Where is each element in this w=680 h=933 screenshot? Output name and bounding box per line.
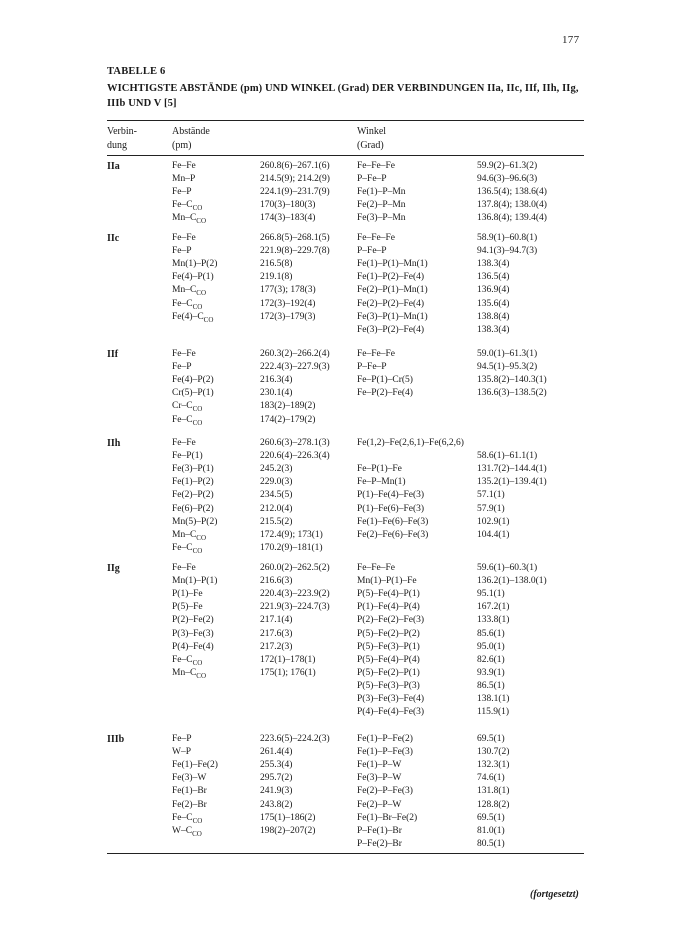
angle-label: P(3)–Fe(3)–Fe(4) (357, 694, 425, 704)
table-row (0, 654, 680, 667)
bond-atoms: Fe(2)–P(2) (172, 490, 214, 501)
distance-value: 295.7(2) (260, 773, 293, 784)
angle-label: P(1)–Fe(6)–Fe(3) (357, 503, 425, 514)
bond-label (172, 785, 207, 798)
table-row (0, 641, 680, 654)
bond-atoms: Fe–Fe (172, 563, 196, 573)
table-row (0, 271, 680, 284)
bond-label (172, 601, 203, 614)
angle-value: 138.8(4) (477, 311, 510, 322)
table-caption-label: TABELLE 6 (107, 66, 166, 77)
bond-label (172, 746, 191, 759)
angle-value: 136.5(4) (477, 272, 510, 283)
table-row (0, 173, 680, 186)
header-col-compound-1: Verbin- (107, 126, 137, 137)
distance-value: 172.4(9); 173(1) (260, 529, 323, 540)
table-row (0, 680, 680, 693)
table-row (0, 529, 680, 542)
bond-atoms: Fe(1)–Fe(2) (172, 760, 218, 771)
angle-label: Fe–P(2)–Fe(4) (357, 388, 413, 399)
distance-value: 172(3)–192(4) (260, 298, 316, 309)
distance-value: 216.6(3) (260, 576, 293, 587)
angle-value: 93.9(1) (477, 667, 505, 678)
distance-value: 170.2(9)–181(1) (260, 542, 323, 553)
bond-atoms: Mn–C (172, 667, 197, 678)
table-row (0, 614, 680, 627)
distance-value: 260.8(6)–267.1(6) (260, 161, 330, 171)
bond-atoms: Fe(1)–P(2) (172, 477, 214, 488)
angle-label: P(5)–Fe(4)–P(1) (357, 589, 420, 600)
angle-label: Fe–Fe–Fe (357, 161, 395, 171)
bond-atoms: Mn–C (172, 285, 197, 296)
table-row (0, 785, 680, 798)
distance-value: 266.8(5)–268.1(5) (260, 233, 330, 243)
angle-value: 85.6(1) (477, 628, 505, 639)
distance-value: 175(1)–186(2) (260, 812, 316, 823)
angle-value: 94.6(3)–96.6(3) (477, 174, 538, 185)
continued-note: (fortgesetzt) (530, 889, 579, 900)
table-row (0, 311, 680, 324)
bond-label (172, 258, 217, 271)
table-caption-title: WICHTIGSTE ABSTÄNDE (pm) UND WINKEL (Grad) DER VERBINDUNGEN IIa, IIc, IIf, IIh, IIg, IIIb UND V [5] (107, 83, 579, 109)
bond-atoms: Fe(4)–P(1) (172, 272, 214, 283)
bond-label (172, 614, 214, 627)
distance-value: 215.5(2) (260, 516, 293, 527)
table-row (0, 245, 680, 258)
bond-atoms: Cr–C (172, 401, 193, 412)
angle-label: Mn(1)–P(1)–Fe (357, 576, 417, 587)
angle-value: 58.6(1)–61.1(1) (477, 451, 538, 462)
angle-value: 138.3(4) (477, 324, 510, 335)
angle-value: 130.7(2) (477, 747, 510, 758)
bond-label (172, 374, 214, 387)
bond-label (172, 799, 207, 812)
compound-label: IIc (107, 233, 120, 244)
distance-value: 172(3)–179(3) (260, 311, 316, 322)
distance-value: 170(3)–180(3) (260, 200, 316, 211)
angle-value: 132.3(1) (477, 760, 510, 771)
table-row (0, 361, 680, 374)
angle-value: 59.0(1)–61.3(1) (477, 349, 538, 359)
bond-atoms: Fe–P (172, 246, 192, 257)
bond-label (172, 575, 217, 588)
bond-label (172, 173, 195, 186)
bond-atoms: Fe–Fe (172, 233, 196, 243)
bond-atoms: Fe(1)–Br (172, 786, 207, 797)
bond-label (172, 271, 214, 284)
angle-label: Fe(1,2)–Fe(2,6,1)–Fe(6,2,6) (357, 438, 464, 448)
table-row (0, 812, 680, 825)
table-row (0, 437, 680, 450)
table-row (0, 298, 680, 311)
angle-value: 135.8(2)–140.3(1) (477, 375, 547, 386)
angle-value: 136.5(4); 138.6(4) (477, 187, 547, 198)
angle-label: P(5)–Fe(2)–P(2) (357, 628, 420, 639)
compound-label: IIf (107, 349, 119, 360)
angle-label: Fe(3)–P(2)–Fe(4) (357, 324, 425, 335)
angle-value: 133.8(1) (477, 615, 510, 626)
bond-atoms: Fe–P (172, 362, 192, 373)
angle-value: 74.6(1) (477, 773, 505, 784)
bond-atoms: P(2)–Fe(2) (172, 615, 214, 626)
bond-subscript: CO (192, 816, 203, 825)
bond-label (172, 212, 206, 228)
table-row (0, 374, 680, 387)
table-top-rule (107, 120, 584, 121)
table-row (0, 628, 680, 641)
bond-atoms: Fe–Fe (172, 438, 196, 448)
angle-value: 69.5(1) (477, 812, 505, 823)
angle-label: Fe–P–Mn(1) (357, 477, 406, 488)
bond-atoms: Fe(2)–Br (172, 799, 207, 810)
bond-atoms: W–C (172, 825, 193, 836)
bond-label (172, 562, 196, 575)
angle-label: Fe–P(1)–Cr(5) (357, 375, 413, 386)
bond-atoms: Mn(1)–P(2) (172, 259, 218, 270)
angle-value: 94.5(1)–95.3(2) (477, 362, 538, 373)
bond-label (172, 641, 214, 654)
bond-subscript: CO (192, 204, 203, 213)
distance-value: 230.1(4) (260, 388, 293, 399)
table-row (0, 693, 680, 706)
table-row (0, 324, 680, 337)
table-row (0, 258, 680, 271)
table-row (0, 400, 680, 413)
distance-value: 229.0(3) (260, 477, 293, 488)
distance-value: 198(2)–207(2) (260, 825, 316, 836)
angle-label: P(1)–Fe(4)–P(4) (357, 602, 420, 613)
header-col-compound-2: dung (107, 140, 127, 151)
angle-label: P–Fe–P (357, 246, 387, 257)
angle-value: 131.8(1) (477, 786, 510, 797)
angle-label: P(5)–Fe(3)–P(3) (357, 680, 420, 691)
bond-atoms: W–P (172, 747, 191, 758)
angle-label: Fe(2)–P–Fe(3) (357, 786, 413, 797)
bond-label (172, 232, 196, 245)
distance-value: 224.1(9)–231.7(9) (260, 187, 330, 198)
table-row (0, 838, 680, 851)
distance-value: 221.9(8)–229.7(8) (260, 246, 330, 257)
table-row (0, 489, 680, 502)
angle-label: Fe(1)–Fe(6)–Fe(3) (357, 516, 429, 527)
table-row (0, 160, 680, 173)
distance-value: 223.6(5)–224.2(3) (260, 734, 330, 744)
angle-label: Fe–Fe–Fe (357, 563, 395, 573)
compound-label: IIIb (107, 734, 125, 745)
distance-value: 234.5(5) (260, 490, 293, 501)
table-row (0, 232, 680, 245)
angle-label: Fe(2)–P(2)–Fe(4) (357, 298, 425, 309)
table-row (0, 799, 680, 812)
table-row (0, 562, 680, 575)
angle-value: 136.6(3)–138.5(2) (477, 388, 547, 399)
angle-label: Fe(1)–Br–Fe(2) (357, 812, 418, 823)
angle-label: Fe–P(1)–Fe (357, 464, 402, 475)
bond-atoms: Mn(1)–P(1) (172, 576, 218, 587)
angle-value: 94.1(3)–94.7(3) (477, 246, 538, 257)
angle-value: 136.9(4) (477, 285, 510, 296)
table-row (0, 387, 680, 400)
distance-value: 183(2)–189(2) (260, 401, 316, 412)
angle-label: Fe(3)–P(1)–Mn(1) (357, 311, 428, 322)
header-col-angles-1: Winkel (357, 126, 387, 137)
bond-label (172, 516, 217, 529)
bond-subscript: CO (203, 315, 214, 324)
angle-value: 58.9(1)–60.8(1) (477, 233, 538, 243)
bond-atoms: Fe–C (172, 414, 193, 425)
bond-label (172, 476, 214, 489)
distance-value: 216.3(4) (260, 375, 293, 386)
angle-value: 102.9(1) (477, 516, 510, 527)
bond-atoms: Fe–Fe (172, 161, 196, 171)
bond-subscript: CO (192, 658, 203, 667)
distance-value: 217.2(3) (260, 641, 293, 652)
bond-subscript: CO (196, 671, 207, 680)
bond-subscript: CO (192, 829, 202, 838)
bond-label (172, 245, 192, 258)
bond-label (172, 160, 196, 173)
angle-value: 115.9(1) (477, 707, 510, 718)
angle-label: Fe(1)–P–Mn (357, 187, 406, 198)
table-header-rule (107, 155, 584, 156)
angle-label: Fe(3)–P–W (357, 773, 402, 784)
bond-atoms: Cr(5)–P(1) (172, 388, 214, 399)
bond-subscript: CO (196, 533, 207, 542)
compound-label: IIh (107, 438, 121, 449)
bond-label (172, 759, 218, 772)
angle-label: Fe(2)–Fe(6)–Fe(3) (357, 529, 429, 540)
bond-label (172, 450, 203, 463)
distance-value: 221.9(3)–224.7(3) (260, 602, 330, 613)
table-row (0, 575, 680, 588)
angle-value: 138.3(4) (477, 259, 510, 270)
distance-value: 245.2(3) (260, 464, 293, 475)
distance-value: 214.5(9); 214.2(9) (260, 174, 330, 185)
distance-value: 172(1)–178(1) (260, 654, 316, 665)
bond-atoms: Fe–C (172, 812, 193, 823)
bond-label (172, 437, 196, 450)
table-row (0, 746, 680, 759)
angle-value: 57.9(1) (477, 503, 505, 514)
angle-label: P(4)–Fe(4)–Fe(3) (357, 707, 425, 718)
table-row (0, 706, 680, 719)
distance-value: 174(2)–179(2) (260, 414, 316, 425)
angle-label: P(5)–Fe(4)–P(4) (357, 654, 420, 665)
angle-value: 137.8(4); 138.0(4) (477, 200, 547, 211)
distance-value: 177(3); 178(3) (260, 285, 316, 296)
table-row (0, 759, 680, 772)
bond-label (172, 489, 214, 502)
bond-label (172, 361, 192, 374)
table-row (0, 588, 680, 601)
table-row (0, 348, 680, 361)
bond-atoms: Fe–C (172, 654, 193, 665)
bond-subscript: CO (196, 217, 207, 226)
angle-value: 95.0(1) (477, 641, 505, 652)
bond-atoms: Fe(4)–C (172, 311, 204, 322)
table-row (0, 212, 680, 225)
angle-label: Fe–Fe–Fe (357, 349, 395, 359)
bond-atoms: P(1)–Fe (172, 589, 203, 600)
angle-label: P–Fe–P (357, 362, 387, 373)
distance-value: 212.0(4) (260, 503, 293, 514)
distance-value: 175(1); 176(1) (260, 667, 316, 678)
bond-atoms: Fe(3)–P(1) (172, 464, 214, 475)
distance-value: 217.6(3) (260, 628, 293, 639)
table-row (0, 503, 680, 516)
bond-subscript: CO (196, 289, 207, 298)
distance-value: 219.1(8) (260, 272, 293, 283)
angle-value: 131.7(2)–144.4(1) (477, 464, 547, 475)
angle-value: 167.2(1) (477, 602, 510, 613)
bond-label (172, 387, 214, 400)
angle-label: P–Fe–P (357, 174, 387, 185)
angle-label: P(1)–Fe(4)–Fe(3) (357, 490, 425, 501)
compound-label: IIg (107, 563, 120, 574)
table-row (0, 516, 680, 529)
angle-label: P(5)–Fe(2)–P(1) (357, 667, 420, 678)
angle-value: 135.2(1)–139.4(1) (477, 477, 547, 488)
bond-atoms: Mn–C (172, 529, 197, 540)
bond-atoms: Fe–P (172, 187, 192, 198)
table-row (0, 601, 680, 614)
angle-value: 138.1(1) (477, 694, 510, 704)
page-number: 177 (562, 34, 580, 46)
angle-value: 80.5(1) (477, 838, 505, 849)
bond-atoms: Fe–P (172, 734, 192, 744)
bond-label (172, 414, 202, 430)
bond-atoms: Fe–P(1) (172, 451, 203, 462)
angle-label: P(2)–Fe(2)–Fe(3) (357, 615, 425, 626)
angle-label: Fe(1)–P–W (357, 760, 402, 771)
bond-label (172, 348, 196, 361)
table-row (0, 199, 680, 212)
bond-label (172, 588, 203, 601)
distance-value: 260.6(3)–278.1(3) (260, 438, 330, 448)
bond-atoms: Mn–P (172, 174, 196, 185)
bond-subscript: CO (192, 418, 203, 427)
bond-label (172, 463, 214, 476)
table-row (0, 733, 680, 746)
distance-value: 260.3(2)–266.2(4) (260, 349, 330, 359)
bond-atoms: Fe–C (172, 200, 193, 211)
angle-value: 136.8(4); 139.4(4) (477, 213, 547, 224)
table-row (0, 825, 680, 838)
angle-value: 57.1(1) (477, 490, 505, 501)
angle-label: Fe(1)–P(2)–Fe(4) (357, 272, 425, 283)
distance-value: 174(3)–183(4) (260, 213, 316, 224)
bond-atoms: Fe–C (172, 542, 193, 553)
distance-value: 260.0(2)–262.5(2) (260, 563, 330, 573)
distance-value: 220.6(4)–226.3(4) (260, 451, 330, 462)
angle-label: Fe–Fe–Fe (357, 233, 395, 243)
table-row (0, 772, 680, 785)
header-col-angles-2: (Grad) (357, 140, 384, 151)
bond-subscript: CO (192, 405, 203, 414)
bond-label (172, 503, 214, 516)
table-row (0, 463, 680, 476)
angle-value: 69.5(1) (477, 734, 505, 744)
bond-label (172, 772, 206, 785)
bond-atoms: Fe(3)–W (172, 773, 207, 784)
angle-value: 136.2(1)–138.0(1) (477, 576, 547, 587)
bond-label (172, 542, 202, 558)
angle-value: 86.5(1) (477, 680, 505, 691)
angle-value: 59.9(2)–61.3(2) (477, 161, 538, 171)
bond-subscript: CO (192, 546, 203, 555)
distance-value: 261.4(4) (260, 747, 293, 758)
angle-label: P–Fe(1)–Br (357, 825, 402, 836)
table-row (0, 284, 680, 297)
table-row (0, 450, 680, 463)
angle-label: Fe(1)–P(1)–Mn(1) (357, 259, 428, 270)
compound-label: IIa (107, 161, 120, 172)
bond-atoms: Mn–C (172, 213, 197, 224)
bond-atoms: P(3)–Fe(3) (172, 628, 214, 639)
angle-label: Fe(2)–P(1)–Mn(1) (357, 285, 428, 296)
distance-value: 243.8(2) (260, 799, 293, 810)
angle-label: P(5)–Fe(3)–P(1) (357, 641, 420, 652)
distance-value: 241.9(3) (260, 786, 293, 797)
bond-label (172, 628, 214, 641)
distance-value: 222.4(3)–227.9(3) (260, 362, 330, 373)
bond-label (172, 186, 192, 199)
angle-value: 135.6(4) (477, 298, 510, 309)
angle-value: 128.8(2) (477, 799, 510, 810)
distance-value: 255.3(4) (260, 760, 293, 771)
bond-label (172, 733, 192, 746)
bond-atoms: Fe–C (172, 298, 193, 309)
table-bottom-rule (107, 853, 584, 854)
table-row (0, 414, 680, 427)
table-row (0, 667, 680, 680)
bond-atoms: Mn(5)–P(2) (172, 516, 218, 527)
angle-label: P–Fe(2)–Br (357, 838, 402, 849)
angle-label: Fe(1)–P–Fe(2) (357, 734, 413, 744)
angle-value: 81.0(1) (477, 825, 505, 836)
angle-value: 95.1(1) (477, 589, 505, 600)
angle-value: 82.6(1) (477, 654, 505, 665)
angle-label: Fe(1)–P–Fe(3) (357, 747, 413, 758)
bond-subscript: CO (192, 302, 203, 311)
bond-atoms: P(4)–Fe(4) (172, 641, 214, 652)
table-row (0, 476, 680, 489)
table-row (0, 542, 680, 555)
distance-value: 220.4(3)–223.9(2) (260, 589, 330, 600)
angle-label: Fe(2)–P–Mn (357, 200, 406, 211)
distance-value: 216.5(8) (260, 259, 293, 270)
angle-label: Fe(2)–P–W (357, 799, 402, 810)
bond-atoms: Fe–Fe (172, 349, 196, 359)
header-col-distances-1: Abstände (172, 126, 210, 137)
angle-value: 59.6(1)–60.3(1) (477, 563, 538, 573)
angle-label: Fe(3)–P–Mn (357, 213, 406, 224)
bond-atoms: P(5)–Fe (172, 602, 203, 613)
bond-atoms: Fe(4)–P(2) (172, 375, 214, 386)
table-row (0, 186, 680, 199)
distance-value: 217.1(4) (260, 615, 293, 626)
header-col-distances-2: (pm) (172, 140, 192, 151)
angle-value: 104.4(1) (477, 529, 510, 540)
bond-atoms: Fe(6)–P(2) (172, 503, 214, 514)
